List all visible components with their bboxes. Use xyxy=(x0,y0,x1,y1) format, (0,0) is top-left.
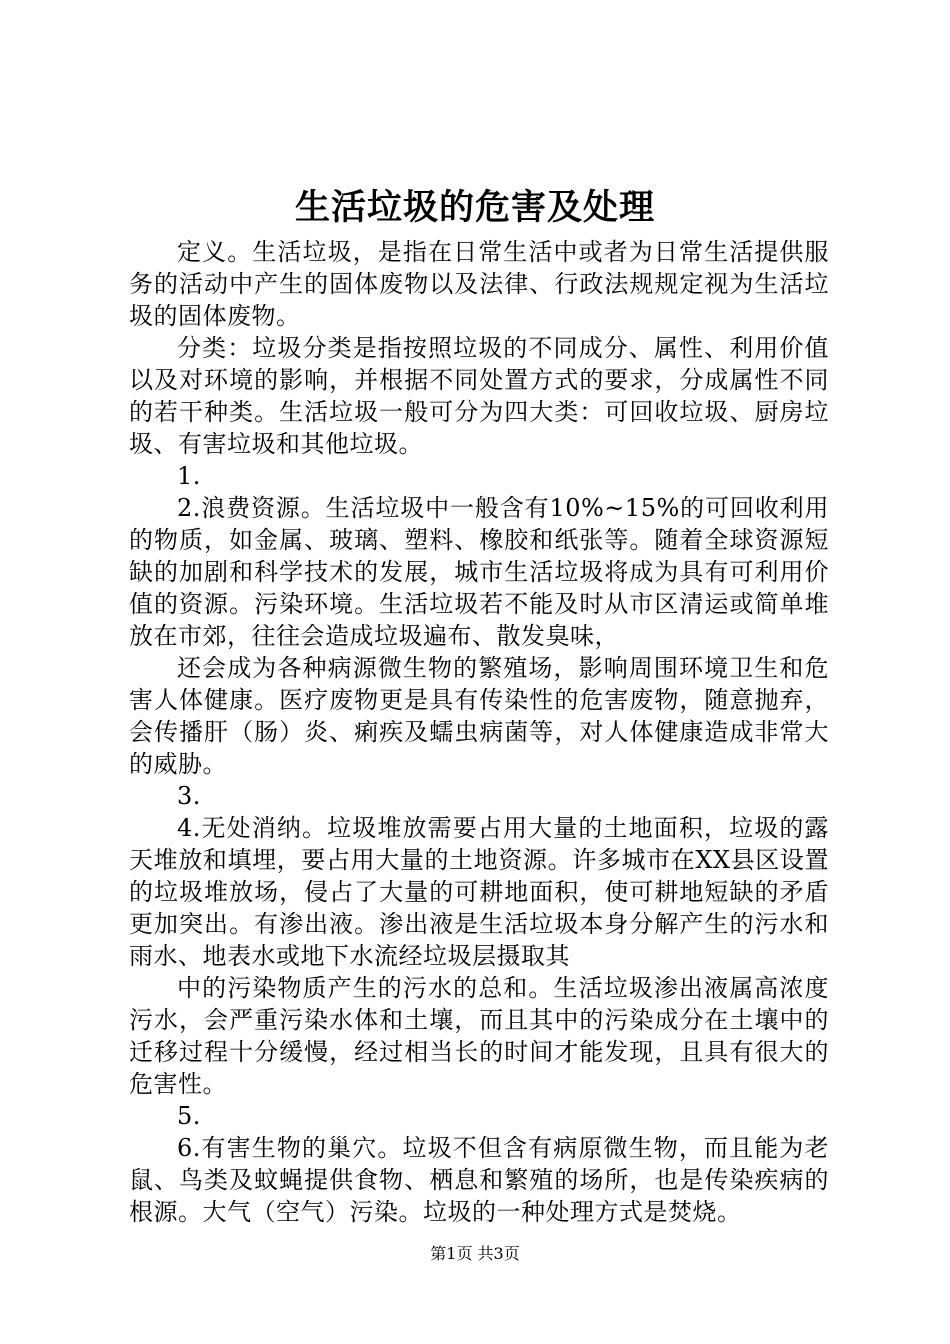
paragraph-item-4: 4.无处消纳。垃圾堆放需要占用大量的土地面积，垃圾的露天堆放和填埋，要占用大量的土地资源。许多城市在XX县区设置的垃圾堆放场，侵占了大量的可耕地面积，使可耕地短缺的矛盾更加突出。有渗出液。渗出液是生活垃圾本身分解产生的污水和雨水、地表水或地下水流经垃圾层摄取其 xyxy=(129,814,829,970)
paragraph-item-1: 1. xyxy=(177,462,201,490)
document-title: 生活垃圾的危害及处理 xyxy=(294,187,655,228)
paragraph-continuation-1: 还会成为各种病源微生物的繁殖场，影响周围环境卫生和危害人体健康。医疗废物更是具有传染性的危害废物，随意抛弃，会传播肝（肠）炎、痢疾及蠕虫病菌等，对人体健康造成非常大的威胁。 xyxy=(129,654,829,778)
paragraph-classification: 分类：垃圾分类是指按照垃圾的不同成分、属性、利用价值以及对环境的影响，并根据不同处置方式的要求，分成属性不同的若干种类。生活垃圾一般可分为四大类：可回收垃圾、厨房垃圾、有害垃圾和其他垃圾。 xyxy=(129,334,829,458)
paragraph-item-6: 6.有害生物的巢穴。垃圾不但含有病原微生物，而且能为老鼠、鸟类及蚊蝇提供食物、栖息和繁殖的场所，也是传染疾病的根源。大气（空气）污染。垃圾的一种处理方式是焚烧。 xyxy=(129,1134,829,1226)
paragraph-item-2: 2.浪费资源。生活垃圾中一般含有10%~15%的可回收利用的物质，如金属、玻璃、塑料、橡胶和纸张等。随着全球资源短缺的加剧和科学技术的发展，城市生活垃圾将成为具有可利用价值的资源。污染环境。生活垃圾若不能及时从市区清运或简单堆放在市郊，往往会造成垃圾遍布、散发臭味， xyxy=(129,494,829,650)
paragraph-definition: 定义。生活垃圾，是指在日常生活中或者为日常生活提供服务的活动中产生的固体废物以及法律、行政法规规定视为生活垃圾的固体废物。 xyxy=(129,238,829,330)
paragraph-continuation-2: 中的污染物质产生的污水的总和。生活垃圾渗出液属高浓度污水，会严重污染水体和土壤，而且其中的污染成分在土壤中的迁移过程十分缓慢，经过相当长的时间才能发现，且具有很大的危害性。 xyxy=(129,974,829,1098)
paragraph-item-3: 3. xyxy=(177,782,201,810)
paragraph-item-5: 5. xyxy=(177,1102,201,1130)
page-footer: 第1页 共3页 xyxy=(430,1244,520,1263)
document-body xyxy=(129,236,829,1228)
